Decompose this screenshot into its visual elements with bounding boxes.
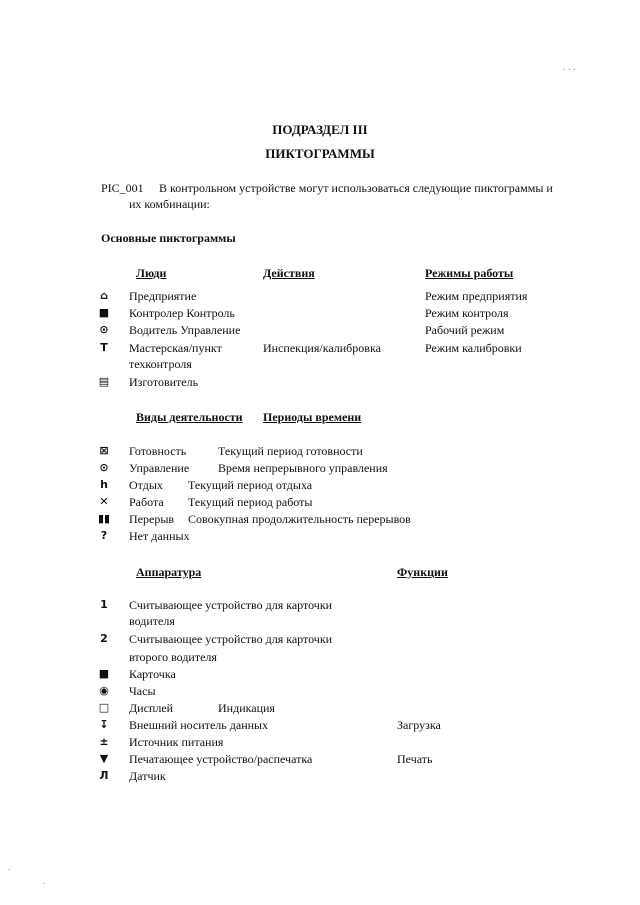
rest-icon: h xyxy=(100,478,108,491)
person-label: Изготовитель xyxy=(129,375,199,389)
printer-icon: ▼ xyxy=(99,752,109,765)
header-equipment: Аппаратура xyxy=(136,565,202,579)
header-people: Люди xyxy=(136,266,167,280)
activity-label: Нет данных xyxy=(129,529,190,543)
function-label: Печать xyxy=(397,752,433,766)
equipment-label: Считывающее устройство для карточки xyxy=(129,598,333,612)
external-storage-icon: ↧ xyxy=(99,718,109,731)
equipment-label-cont: водителя xyxy=(129,614,175,628)
period-label: Время непрерывного управления xyxy=(218,461,388,475)
period-label: Текущий период готовности xyxy=(218,444,363,458)
person-label: Водитель Управление xyxy=(129,323,241,337)
person-label: Предприятие xyxy=(129,289,197,303)
activity-label: Отдых xyxy=(129,478,163,492)
function-label: Загрузка xyxy=(397,718,441,732)
intro-line-1: В контрольном устройстве могут использоваться следующие пиктограммы и xyxy=(159,181,553,195)
driving-icon: ⊙ xyxy=(99,461,109,474)
equipment-action-label: Индикация xyxy=(218,701,275,715)
scan-mark: . xyxy=(8,862,11,873)
equipment-label: Источник питания xyxy=(129,735,224,749)
company-icon: ⌂ xyxy=(100,289,108,302)
equipment-label: Часы xyxy=(129,684,156,698)
activity-label: Готовность xyxy=(129,444,187,458)
scan-mark: . xyxy=(43,876,46,887)
controller-icon: ■ xyxy=(98,306,110,319)
header-activities: Виды деятельности xyxy=(136,410,243,424)
break-icon: ▮▮ xyxy=(98,512,111,525)
unknown-icon: ? xyxy=(100,529,108,542)
header-modes: Режимы работы xyxy=(425,266,514,280)
equipment-label: Датчик xyxy=(129,769,166,783)
action-label: Инспекция/калибровка xyxy=(263,341,381,355)
corner-marks: . . . xyxy=(563,62,576,73)
workshop-icon: T xyxy=(100,341,108,354)
driver-icon: ⊙ xyxy=(99,323,109,336)
activity-label: Управление xyxy=(129,461,190,475)
equipment-label: Считывающее устройство для карточки xyxy=(129,632,333,646)
power-supply-icon: ± xyxy=(99,735,109,748)
person-label: Мастерская/пункт xyxy=(129,341,222,355)
page-subtitle: ПИКТОГРАММЫ xyxy=(265,146,375,161)
pic-id: PIC_001 xyxy=(101,181,144,195)
card-icon: ■ xyxy=(98,667,110,680)
sensor-icon: Л xyxy=(99,769,109,782)
activity-label: Перерыв xyxy=(129,512,175,526)
person-label-cont: техконтроля xyxy=(129,357,192,371)
equipment-label-cont: второго водителя xyxy=(129,650,217,664)
equipment-label: Карточка xyxy=(129,667,176,681)
manufacturer-icon: ▤ xyxy=(98,375,110,388)
activity-label: Работа xyxy=(129,495,164,509)
card-reader-2-icon: 2 xyxy=(100,632,108,645)
header-actions: Действия xyxy=(263,266,315,280)
period-label: Совокупная продолжительность перерывов xyxy=(188,512,411,526)
header-functions: Функции xyxy=(397,565,448,579)
mode-label: Режим предприятия xyxy=(425,289,528,303)
availability-icon: ⊠ xyxy=(99,444,109,457)
card-reader-1-icon: 1 xyxy=(100,598,108,611)
intro-line-2: их комбинации: xyxy=(129,197,210,211)
display-icon: □ xyxy=(98,701,110,714)
header-periods: Периоды времени xyxy=(263,410,362,424)
equipment-label: Печатающее устройство/распечатка xyxy=(129,752,313,766)
mode-label: Режим контроля xyxy=(425,306,509,320)
period-label: Текущий период работы xyxy=(188,495,313,509)
clock-icon: ◉ xyxy=(99,684,109,697)
equipment-label: Внешний носитель данных xyxy=(129,718,269,732)
person-label: Контролер Контроль xyxy=(129,306,235,320)
section-heading-basic: Основные пиктограммы xyxy=(101,231,236,245)
mode-label: Рабочий режим xyxy=(425,323,505,337)
work-icon: ✕ xyxy=(99,495,109,508)
equipment-label: Дисплей xyxy=(129,701,174,715)
mode-label: Режим калибровки xyxy=(425,341,522,355)
page-title: ПОДРАЗДЕЛ III xyxy=(272,122,368,137)
period-label: Текущий период отдыха xyxy=(188,478,313,492)
